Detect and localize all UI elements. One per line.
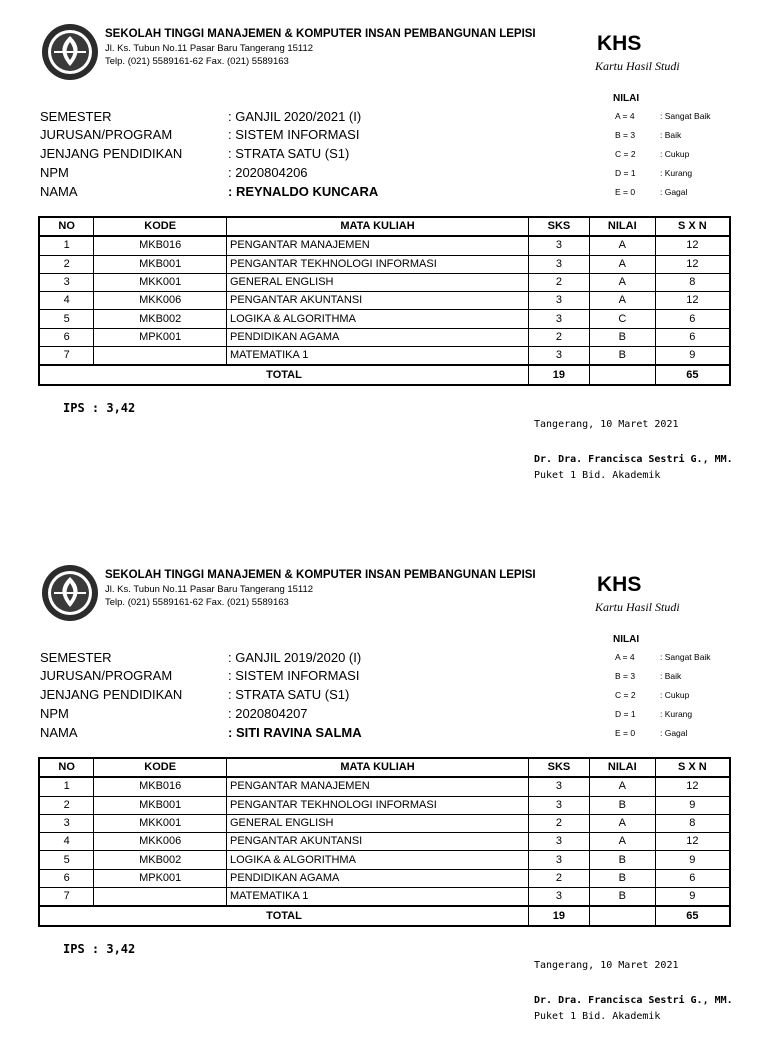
signature-date: Tangerang, 10 Maret 2021	[534, 419, 679, 430]
legend-grade: D = 1	[615, 168, 636, 178]
legend-desc: : Gagal	[660, 187, 688, 197]
cell-nilai: A	[589, 777, 655, 796]
cell-no: 2	[39, 255, 94, 273]
table-row	[39, 347, 730, 366]
cell-nilai: A	[589, 833, 655, 851]
khs-card-2	[0, 541, 768, 1051]
table-total-row	[39, 906, 730, 925]
info-value-program: : SISTEM INFORMASI	[228, 127, 360, 142]
info-value-npm: : 2020804207	[228, 706, 308, 721]
col-header-nilai: NILAI	[589, 217, 655, 236]
signatory-title: Puket 1 Bid. Akademik	[534, 470, 661, 481]
cell-no: 2	[39, 796, 94, 814]
legend-grade: C = 2	[615, 149, 636, 159]
cell-sxn: 6	[655, 310, 730, 328]
info-label-npm: NPM	[40, 165, 69, 180]
cell-sxn: 6	[655, 328, 730, 346]
legend-grade: B = 3	[615, 671, 636, 681]
col-header-kode: KODE	[94, 217, 227, 236]
legend-desc: : Sangat Baik	[660, 652, 711, 662]
grades-table	[38, 216, 731, 386]
info-label-nama: NAMA	[40, 725, 78, 740]
cell-sks: 3	[529, 292, 590, 310]
table-header-row	[39, 217, 730, 236]
cell-nilai: A	[589, 814, 655, 832]
info-label-program: JURUSAN/PROGRAM	[40, 127, 173, 142]
table-row	[39, 851, 730, 869]
cell-sks: 3	[529, 833, 590, 851]
total-label: TOTAL	[39, 365, 529, 384]
cell-kode	[94, 347, 227, 366]
cell-kode: MKK001	[94, 273, 227, 291]
info-value-nama: : SITI RAVINA SALMA	[228, 725, 362, 740]
cell-no: 1	[39, 777, 94, 796]
cell-mata-kuliah: PENGANTAR TEKHNOLOGI INFORMASI	[226, 255, 528, 273]
cell-nilai: B	[589, 869, 655, 887]
cell-no: 5	[39, 310, 94, 328]
cell-nilai: B	[589, 347, 655, 366]
khs-card-1	[0, 0, 768, 510]
legend-desc: : Kurang	[660, 168, 693, 178]
cell-sxn: 12	[655, 292, 730, 310]
info-value-nama: : REYNALDO KUNCARA	[228, 184, 379, 199]
cell-nilai: A	[589, 255, 655, 273]
ips-value: IPS : 3,42	[63, 401, 136, 415]
legend-grade: A = 4	[615, 652, 635, 662]
cell-no: 7	[39, 347, 94, 366]
cell-sxn: 8	[655, 814, 730, 832]
school-name: SEKOLAH TINGGI MANAJEMEN & KOMPUTER INSAN PEMBANGUNAN LEPISI	[105, 28, 536, 40]
cell-sks: 2	[529, 869, 590, 887]
cell-no: 4	[39, 292, 94, 310]
legend-desc: : Gagal	[660, 728, 688, 738]
cell-sks: 3	[529, 851, 590, 869]
info-label-npm: NPM	[40, 706, 69, 721]
cell-mata-kuliah: PENDIDIKAN AGAMA	[226, 328, 528, 346]
grades-table	[38, 757, 731, 927]
legend-grade: C = 2	[615, 690, 636, 700]
cell-sxn: 9	[655, 851, 730, 869]
cell-nilai: B	[589, 328, 655, 346]
document-title: KHS	[597, 32, 642, 55]
table-row	[39, 328, 730, 346]
school-name: SEKOLAH TINGGI MANAJEMEN & KOMPUTER INSAN PEMBANGUNAN LEPISI	[105, 569, 536, 581]
grade-legend-title: NILAI	[613, 634, 640, 645]
cell-mata-kuliah: PENGANTAR MANAJEMEN	[226, 236, 528, 255]
signatory-name: Dr. Dra. Francisca Sestri G., MM.	[534, 454, 733, 465]
info-value-semester: : GANJIL 2020/2021 (I)	[228, 109, 362, 124]
table-row	[39, 888, 730, 907]
signature-date: Tangerang, 10 Maret 2021	[534, 960, 679, 971]
legend-grade: E = 0	[615, 728, 636, 738]
cell-sxn: 6	[655, 869, 730, 887]
table-row	[39, 814, 730, 832]
total-nilai-empty	[589, 365, 655, 384]
table-row	[39, 777, 730, 796]
cell-kode: MKB002	[94, 851, 227, 869]
cell-sks: 2	[529, 328, 590, 346]
total-sxn: 65	[655, 906, 730, 925]
cell-sxn: 12	[655, 777, 730, 796]
legend-desc: : Baik	[660, 671, 682, 681]
legend-grade: B = 3	[615, 130, 636, 140]
cell-sks: 3	[529, 236, 590, 255]
table-header-row	[39, 758, 730, 777]
cell-no: 3	[39, 273, 94, 291]
col-header-sks: SKS	[529, 758, 590, 777]
cell-sxn: 12	[655, 833, 730, 851]
table-row	[39, 310, 730, 328]
info-value-semester: : GANJIL 2019/2020 (I)	[228, 650, 362, 665]
col-header-kode: KODE	[94, 758, 227, 777]
school-logo-icon	[40, 563, 100, 623]
legend-desc: : Cukup	[660, 690, 690, 700]
grade-legend-title: NILAI	[613, 93, 640, 104]
cell-sxn: 8	[655, 273, 730, 291]
cell-mata-kuliah: MATEMATIKA 1	[226, 347, 528, 366]
document-subtitle: Kartu Hasil Studi	[595, 59, 680, 73]
school-phone: Telp. (021) 5589161-62 Fax. (021) 5589163	[105, 597, 289, 608]
cell-nilai: A	[589, 236, 655, 255]
document-title: KHS	[597, 573, 642, 596]
legend-grade: E = 0	[615, 187, 636, 197]
cell-sks: 3	[529, 347, 590, 366]
signatory-title: Puket 1 Bid. Akademik	[534, 1011, 661, 1022]
table-row	[39, 255, 730, 273]
school-address: Jl. Ks. Tubun No.11 Pasar Baru Tangerang 15112	[105, 584, 314, 595]
cell-kode: MKB016	[94, 236, 227, 255]
cell-kode: MKB001	[94, 796, 227, 814]
cell-sks: 3	[529, 888, 590, 907]
cell-kode: MKK001	[94, 814, 227, 832]
ips-value: IPS : 3,42	[63, 942, 136, 956]
cell-kode: MKK006	[94, 292, 227, 310]
school-logo-icon	[40, 22, 100, 82]
info-label-jenjang: JENJANG PENDIDIKAN	[40, 146, 183, 161]
cell-mata-kuliah: LOGIKA & ALGORITHMA	[226, 310, 528, 328]
cell-nilai: A	[589, 292, 655, 310]
cell-kode	[94, 888, 227, 907]
cell-nilai: C	[589, 310, 655, 328]
cell-kode: MPK001	[94, 328, 227, 346]
legend-desc: : Kurang	[660, 709, 693, 719]
total-nilai-empty	[589, 906, 655, 925]
cell-no: 6	[39, 328, 94, 346]
cell-nilai: B	[589, 888, 655, 907]
legend-grade: D = 1	[615, 709, 636, 719]
cell-sks: 2	[529, 273, 590, 291]
col-header-sxn: S X N	[655, 758, 730, 777]
info-value-jenjang: : STRATA SATU (S1)	[228, 687, 350, 702]
cell-sks: 3	[529, 796, 590, 814]
cell-no: 4	[39, 833, 94, 851]
cell-no: 5	[39, 851, 94, 869]
cell-nilai: A	[589, 273, 655, 291]
cell-sxn: 12	[655, 255, 730, 273]
school-address: Jl. Ks. Tubun No.11 Pasar Baru Tangerang 15112	[105, 43, 314, 54]
legend-desc: : Sangat Baik	[660, 111, 711, 121]
cell-no: 7	[39, 888, 94, 907]
cell-no: 3	[39, 814, 94, 832]
cell-kode: MKB002	[94, 310, 227, 328]
table-row	[39, 833, 730, 851]
total-label: TOTAL	[39, 906, 529, 925]
col-header-nilai: NILAI	[589, 758, 655, 777]
legend-grade: A = 4	[615, 111, 635, 121]
cell-mata-kuliah: PENGANTAR TEKHNOLOGI INFORMASI	[226, 796, 528, 814]
cell-sks: 2	[529, 814, 590, 832]
col-header-mata-kuliah: MATA KULIAH	[226, 217, 528, 236]
school-phone: Telp. (021) 5589161-62 Fax. (021) 5589163	[105, 56, 289, 67]
col-header-sxn: S X N	[655, 217, 730, 236]
cell-mata-kuliah: PENGANTAR AKUNTANSI	[226, 292, 528, 310]
info-label-nama: NAMA	[40, 184, 78, 199]
cell-no: 6	[39, 869, 94, 887]
cell-kode: MKB001	[94, 255, 227, 273]
cell-sks: 3	[529, 255, 590, 273]
table-row	[39, 796, 730, 814]
signatory-name: Dr. Dra. Francisca Sestri G., MM.	[534, 995, 733, 1006]
info-label-semester: SEMESTER	[40, 109, 112, 124]
legend-desc: : Baik	[660, 130, 682, 140]
table-row	[39, 236, 730, 255]
cell-mata-kuliah: LOGIKA & ALGORITHMA	[226, 851, 528, 869]
cell-kode: MKB016	[94, 777, 227, 796]
total-sxn: 65	[655, 365, 730, 384]
document-subtitle: Kartu Hasil Studi	[595, 600, 680, 614]
info-label-jenjang: JENJANG PENDIDIKAN	[40, 687, 183, 702]
cell-sxn: 9	[655, 888, 730, 907]
info-label-program: JURUSAN/PROGRAM	[40, 668, 173, 683]
cell-nilai: B	[589, 851, 655, 869]
legend-desc: : Cukup	[660, 149, 690, 159]
cell-no: 1	[39, 236, 94, 255]
info-value-npm: : 2020804206	[228, 165, 308, 180]
table-row	[39, 273, 730, 291]
info-value-program: : SISTEM INFORMASI	[228, 668, 360, 683]
info-label-semester: SEMESTER	[40, 650, 112, 665]
cell-sxn: 9	[655, 796, 730, 814]
cell-mata-kuliah: PENGANTAR AKUNTANSI	[226, 833, 528, 851]
cell-mata-kuliah: MATEMATIKA 1	[226, 888, 528, 907]
cell-sks: 3	[529, 310, 590, 328]
table-row	[39, 292, 730, 310]
cell-sks: 3	[529, 777, 590, 796]
col-header-no: NO	[39, 758, 94, 777]
cell-kode: MKK006	[94, 833, 227, 851]
col-header-mata-kuliah: MATA KULIAH	[226, 758, 528, 777]
col-header-no: NO	[39, 217, 94, 236]
total-sks: 19	[529, 365, 590, 384]
cell-sxn: 9	[655, 347, 730, 366]
col-header-sks: SKS	[529, 217, 590, 236]
table-total-row	[39, 365, 730, 384]
cell-mata-kuliah: GENERAL ENGLISH	[226, 273, 528, 291]
cell-mata-kuliah: PENDIDIKAN AGAMA	[226, 869, 528, 887]
info-value-jenjang: : STRATA SATU (S1)	[228, 146, 350, 161]
table-row	[39, 869, 730, 887]
cell-kode: MPK001	[94, 869, 227, 887]
cell-sxn: 12	[655, 236, 730, 255]
cell-mata-kuliah: PENGANTAR MANAJEMEN	[226, 777, 528, 796]
total-sks: 19	[529, 906, 590, 925]
cell-nilai: B	[589, 796, 655, 814]
cell-mata-kuliah: GENERAL ENGLISH	[226, 814, 528, 832]
